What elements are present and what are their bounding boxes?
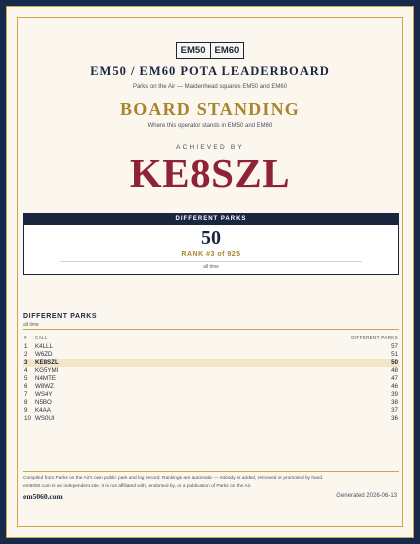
stat-card-divider (60, 261, 362, 262)
row-rank: 1 (24, 343, 28, 350)
row-value: 37 (391, 407, 398, 414)
grid-badges (7, 42, 413, 59)
row-value: 50 (391, 359, 398, 366)
leaderboard-table (23, 334, 399, 423)
operator-callsign: KE8SZL (129, 150, 291, 196)
row-call: W8WZ (35, 383, 54, 390)
standing-heading: BOARD STANDING (120, 99, 300, 119)
table-header-row (23, 334, 399, 343)
row-value: 36 (391, 415, 398, 422)
column-header-rank: # (24, 335, 27, 340)
row-rank: 10 (24, 415, 31, 422)
table-row (23, 391, 399, 399)
row-value: 57 (391, 343, 398, 350)
row-call: W6ZD (35, 351, 53, 358)
row-rank: 3 (24, 359, 28, 366)
table-row (23, 415, 399, 423)
row-value: 51 (391, 351, 398, 358)
row-value: 39 (391, 391, 398, 398)
row-call: KE8SZL (35, 359, 59, 366)
row-call: WS0UI (35, 415, 55, 422)
row-call: K4AA (35, 407, 51, 414)
footer-rule (23, 471, 399, 472)
table-period: all time (23, 322, 39, 328)
page-subtitle: Parks on the Air — Maidenhead squares EM50 and EM60 (132, 84, 288, 90)
table-row (23, 375, 399, 383)
row-call: N4MTE (35, 375, 56, 382)
table-row (23, 399, 399, 407)
footer-site: em5060.com (23, 492, 63, 501)
row-rank: 4 (24, 367, 28, 374)
column-header-call: CALL (35, 335, 48, 340)
row-call: WS4Y (35, 391, 53, 398)
badge-em50: EM50 (176, 42, 211, 59)
table-row (23, 367, 399, 375)
table-row (23, 359, 399, 367)
page-title: EM50 / EM60 POTA LEADERBOARD (90, 64, 330, 78)
stat-card (23, 213, 399, 275)
row-rank: 9 (24, 407, 28, 414)
row-rank: 8 (24, 399, 28, 406)
table-title: DIFFERENT PARKS (23, 313, 98, 320)
stat-card-period: all time (203, 264, 219, 270)
footer-disclaimer: Compiled from Parks on the Air's own public park and log record. Rankings are automatic — nobody is added, removed or promoted by hand. (23, 476, 324, 481)
stat-card-rank: RANK #3 of 925 (181, 251, 241, 258)
footer-generated: Generated 2026-06-13 (336, 493, 397, 499)
column-header-value: DIFFERENT PARKS (351, 335, 398, 340)
standing-subheading: Where this operator stands in EM50 and EM60 (147, 123, 273, 129)
certificate-frame (6, 6, 414, 538)
row-value: 48 (391, 367, 398, 374)
badge-em60: EM60 (211, 42, 245, 59)
table-row (23, 383, 399, 391)
row-rank: 5 (24, 375, 28, 382)
stat-card-value: 50 (201, 227, 221, 249)
table-row (23, 343, 399, 351)
table-rule (23, 329, 399, 330)
row-call: KG5YMI (35, 367, 59, 374)
row-rank: 7 (24, 391, 28, 398)
row-call: N5BO (35, 399, 52, 406)
achieved-by-label: ACHIEVED BY (176, 144, 244, 151)
row-value: 46 (391, 383, 398, 390)
row-call: K4LLL (35, 343, 53, 350)
footer-affiliation: em5060.com is an independent site. It is not affiliated with, endorsed by, or a publication of Parks on the Air. (23, 484, 252, 489)
table-row (23, 351, 399, 359)
stat-card-header: DIFFERENT PARKS (24, 214, 398, 225)
row-value: 47 (391, 375, 398, 382)
row-value: 38 (391, 399, 398, 406)
row-rank: 2 (24, 351, 28, 358)
table-row (23, 407, 399, 415)
row-rank: 6 (24, 383, 28, 390)
